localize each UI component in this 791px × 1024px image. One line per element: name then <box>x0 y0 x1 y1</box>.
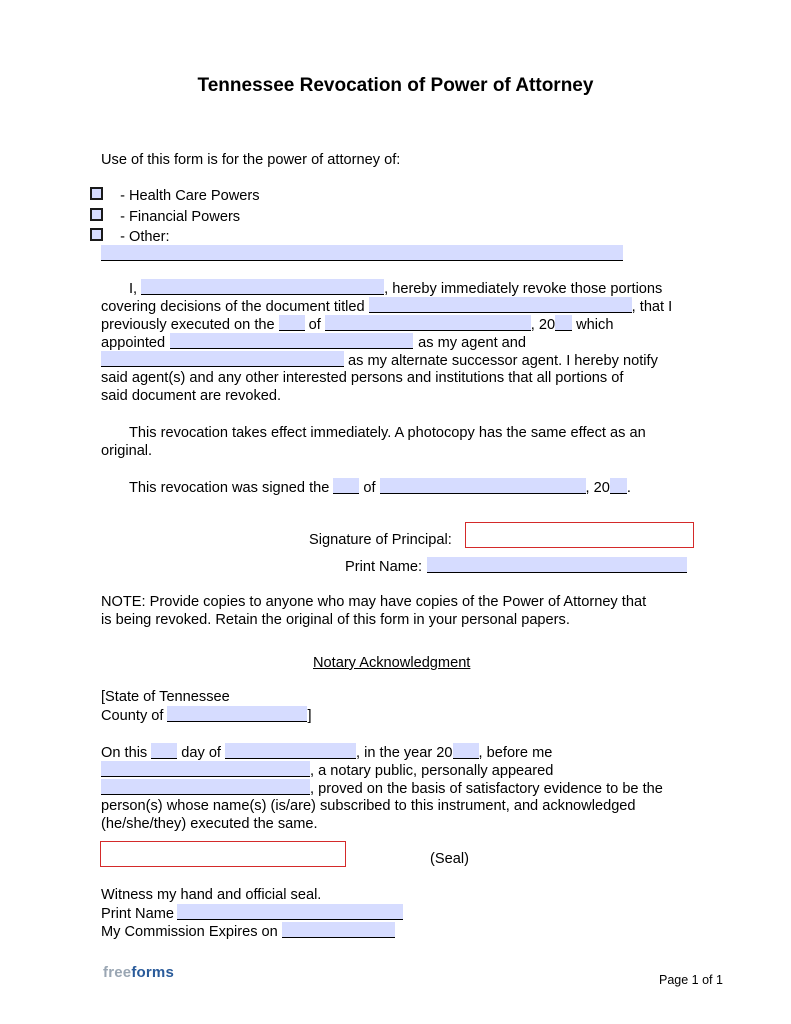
agent-name-field[interactable] <box>170 333 413 349</box>
signed-text: of <box>363 480 376 496</box>
notary-print-name-field[interactable] <box>177 904 403 920</box>
revoke-text: appointed <box>101 335 166 351</box>
intro-text: Use of this form is for the power of attorney of: <box>101 152 401 168</box>
print-name-row <box>345 557 687 576</box>
principal-print-name-field[interactable] <box>427 557 687 573</box>
seal-label: (Seal) <box>430 851 469 867</box>
other-field-row <box>101 245 623 264</box>
signed-month-field[interactable] <box>380 478 586 494</box>
signed-text: . <box>626 480 631 496</box>
notary-line-1 <box>101 743 552 762</box>
effect-line-1: This revocation takes effect immediately. A photocopy has the same effect as an <box>129 425 646 441</box>
note-line-1: NOTE: Provide copies to anyone who may have copies of the Power of Attorney that <box>101 594 647 610</box>
signed-year-field[interactable] <box>610 478 627 494</box>
revoke-line-5 <box>101 351 658 370</box>
notary-line-2 <box>101 761 553 780</box>
freeforms-logo <box>103 964 174 981</box>
principal-signature-box[interactable] <box>465 522 694 548</box>
option-financial <box>90 208 240 226</box>
option-label: - Other: <box>120 229 170 245</box>
brand-forms: forms <box>131 964 175 981</box>
revoke-text: covering decisions of the document titled <box>101 299 365 315</box>
notary-text: , a notary public, personally appeared <box>310 763 554 779</box>
signature-label: Signature of Principal: <box>309 532 452 548</box>
revoke-text: which <box>576 317 614 333</box>
notary-month-field[interactable] <box>225 743 356 759</box>
notary-print-name-row <box>101 904 403 923</box>
option-label: - Financial Powers <box>120 209 241 225</box>
county-bracket: ] <box>307 708 312 724</box>
commission-row <box>101 922 395 941</box>
notary-text: , proved on the basis of satisfactory evidence to be the <box>310 781 663 797</box>
notary-text: , before me <box>478 745 553 761</box>
option-health-care <box>90 187 260 205</box>
executed-year-field[interactable] <box>555 315 572 331</box>
notary-year-field[interactable] <box>453 743 479 759</box>
signed-day-field[interactable] <box>333 478 359 494</box>
executed-month-field[interactable] <box>325 315 531 331</box>
revoke-text: as my alternate successor agent. I hereby notify <box>348 353 658 369</box>
notary-line-4: person(s) whose name(s) (is/are) subscribed to this instrument, and acknowledged <box>101 798 636 814</box>
witness-text: Witness my hand and official seal. <box>101 887 322 903</box>
appeared-person-field[interactable] <box>101 779 310 795</box>
option-label: - Health Care Powers <box>120 188 260 204</box>
commission-expires-field[interactable] <box>282 922 395 938</box>
county-label: County of <box>101 708 164 724</box>
notary-day-field[interactable] <box>151 743 177 759</box>
revoke-line-7: said document are revoked. <box>101 388 282 404</box>
successor-agent-field[interactable] <box>101 351 344 367</box>
revoke-line-6: said agent(s) and any other interested persons and institutions that all portions of <box>101 370 624 386</box>
principal-name-field[interactable] <box>141 279 384 295</box>
notary-public-name-field[interactable] <box>101 761 310 777</box>
effect-line-2: original. <box>101 443 153 459</box>
document-title-field[interactable] <box>369 297 632 313</box>
notary-print-name-label: Print Name <box>101 906 174 922</box>
commission-label: My Commission Expires on <box>101 924 278 940</box>
document-title: Tennessee Revocation of Power of Attorney <box>197 75 594 96</box>
revoke-text: , that I <box>631 299 673 315</box>
revoke-text: as my agent and <box>418 335 527 351</box>
signed-line <box>129 478 631 497</box>
signed-text: This revocation was signed the <box>129 480 330 496</box>
other-checkbox[interactable] <box>90 228 103 241</box>
notary-line-3 <box>101 779 663 798</box>
revoke-text: of <box>308 317 321 333</box>
revoke-line-2 <box>101 297 672 316</box>
other-description-field[interactable] <box>101 245 623 261</box>
note-line-2: is being revoked. Retain the original of this form in your personal papers. <box>101 612 570 628</box>
revoke-text: , hereby immediately revoke those portions <box>384 281 663 297</box>
health-care-checkbox[interactable] <box>90 187 103 200</box>
revoke-text: , 20 <box>530 317 556 333</box>
county-field[interactable] <box>167 706 307 722</box>
financial-checkbox[interactable] <box>90 208 103 221</box>
notary-signature-box[interactable] <box>100 841 346 867</box>
revoke-line-3 <box>101 315 613 334</box>
revoke-text: I, <box>129 281 138 297</box>
notary-text: , in the year 20 <box>356 745 453 761</box>
print-name-label: Print Name: <box>345 559 423 575</box>
notary-line-5: (he/she/they) executed the same. <box>101 816 318 832</box>
revoke-text: previously executed on the <box>101 317 275 333</box>
revoke-line-4 <box>101 333 526 352</box>
executed-day-field[interactable] <box>279 315 305 331</box>
option-other <box>90 228 170 246</box>
brand-free: free <box>103 964 132 981</box>
notary-heading: Notary Acknowledgment <box>313 655 471 671</box>
revoke-line-1 <box>129 279 662 298</box>
signed-text: , 20 <box>585 480 610 496</box>
notary-text: day of <box>181 745 221 761</box>
page-number: Page 1 of 1 <box>659 973 723 987</box>
notary-text: On this <box>101 745 148 761</box>
notary-state: [State of Tennessee <box>101 689 230 705</box>
notary-county-row <box>101 706 312 725</box>
